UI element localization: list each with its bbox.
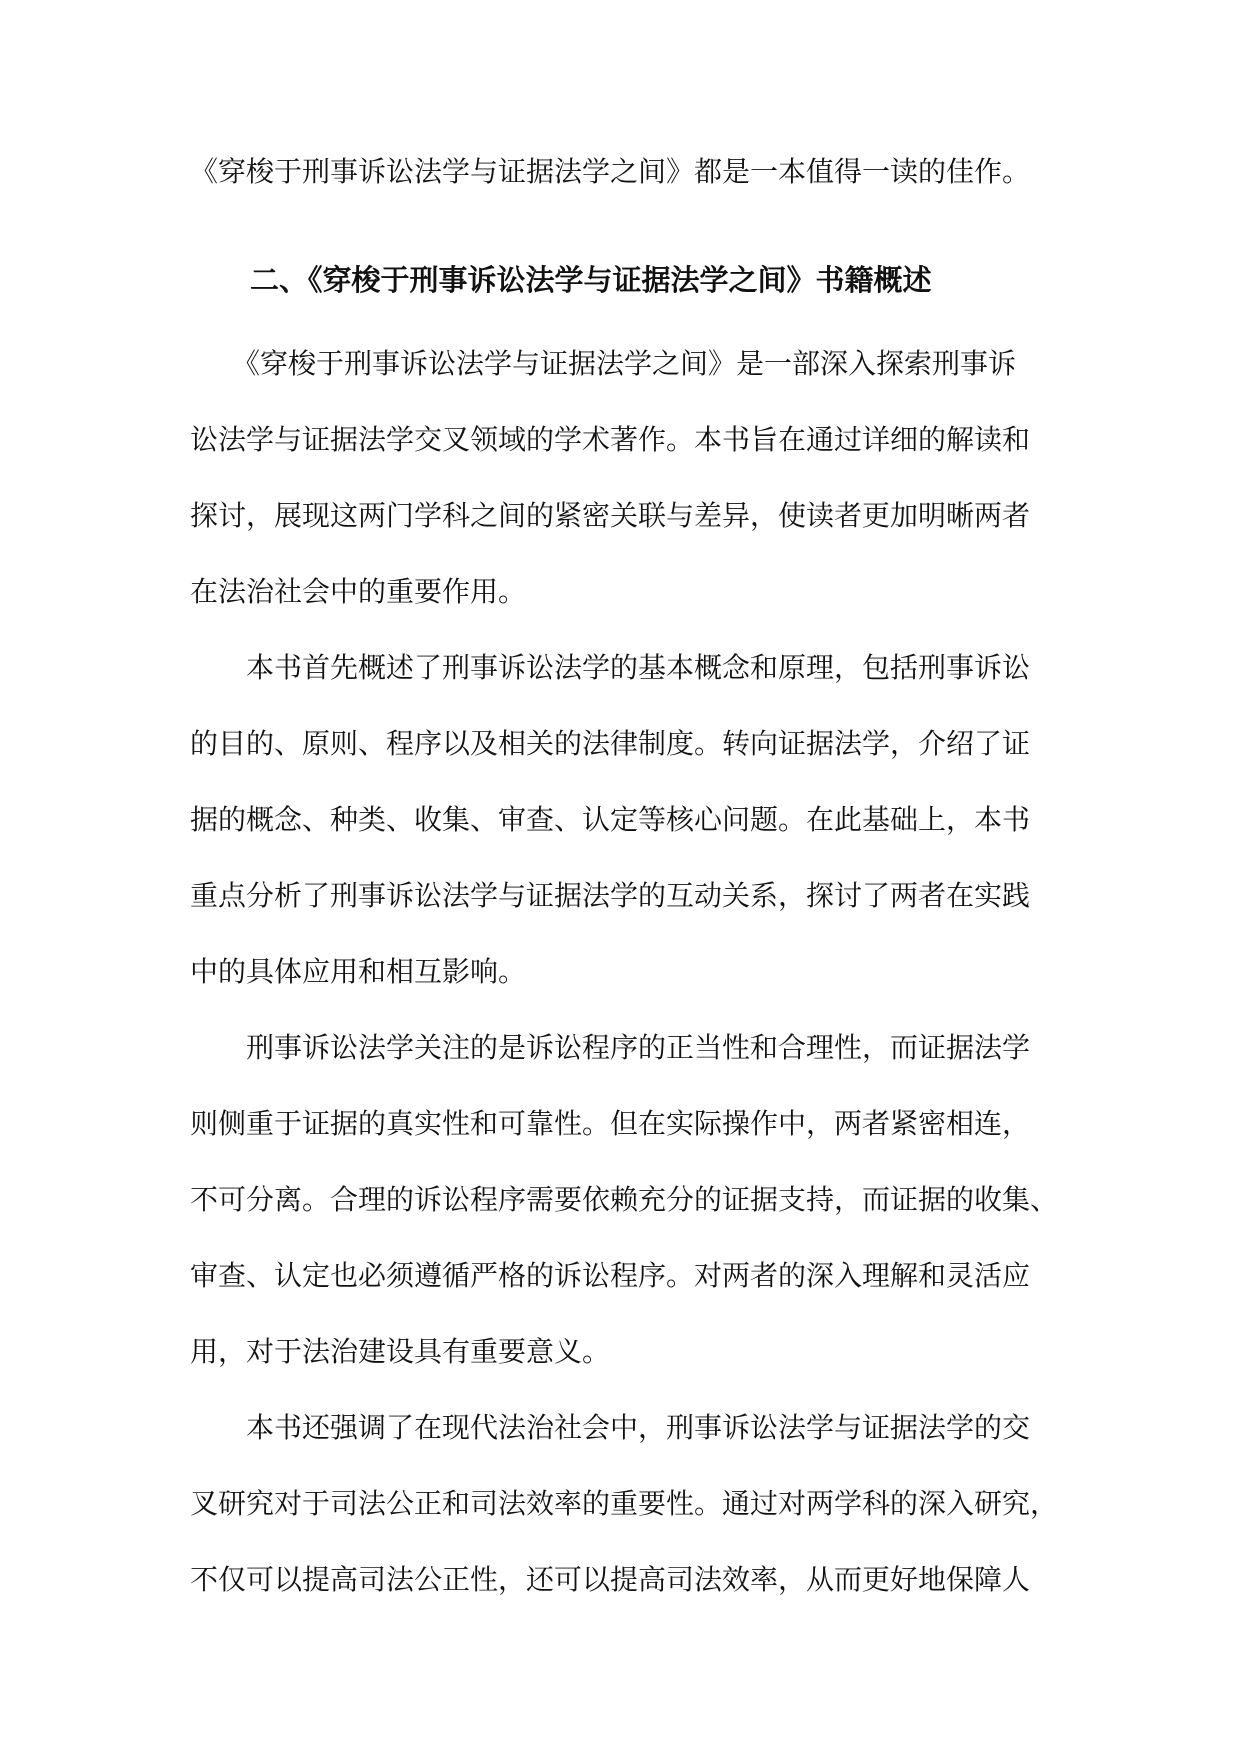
paragraph-line: 探讨，展现这两门学科之间的紧密关联与差异，使读者更加明晰两者 (190, 499, 1031, 532)
paragraph-line: 不可分离。合理的诉讼程序需要依赖充分的证据支持，而证据的收集、 (190, 1183, 1059, 1216)
paragraph-line: 中的具体应用和相互影响。 (190, 955, 527, 988)
paragraph-line: 本书还强调了在现代法治社会中，刑事诉讼法学与证据法学的交 (190, 1411, 1031, 1444)
paragraph-line: 叉研究对于司法公正和司法效率的重要性。通过对两学科的深入研究， (190, 1487, 1059, 1520)
paragraph-line: 用，对于法治建设具有重要意义。 (190, 1335, 611, 1368)
paragraph-line: 在法治社会中的重要作用。 (190, 575, 527, 608)
paragraph-line: 讼法学与证据法学交叉领域的学术著作。本书旨在通过详细的解读和 (190, 423, 1031, 456)
paragraph-line: 《穿梭于刑事诉讼法学与证据法学之间》是一部深入探索刑事诉 (190, 347, 1017, 380)
paragraph-line: 的目的、原则、程序以及相关的法律制度。转向证据法学，介绍了证 (190, 727, 1031, 760)
paragraph-line: 不仅可以提高司法公正性，还可以提高司法效率，从而更好地保障人 (190, 1563, 1031, 1596)
paragraph-line: 审查、认定也必须遵循严格的诉讼程序。对两者的深入理解和灵活应 (190, 1259, 1031, 1292)
section-heading: 二、《穿梭于刑事诉讼法学与证据法学之间》书籍概述 (250, 263, 932, 297)
paragraph-line: 本书首先概述了刑事诉讼法学的基本概念和原理，包括刑事诉讼 (190, 651, 1031, 684)
paragraph-line: 刑事诉讼法学关注的是诉讼程序的正当性和合理性，而证据法学 (190, 1031, 1031, 1064)
paragraph-line: 则侧重于证据的真实性和可靠性。但在实际操作中，两者紧密相连， (190, 1107, 1031, 1140)
paragraph-line: 据的概念、种类、收集、审查、认定等核心问题。在此基础上，本书 (190, 803, 1031, 836)
paragraph-line: 重点分析了刑事诉讼法学与证据法学的互动关系，探讨了两者在实践 (190, 879, 1031, 912)
continued-line: 《穿梭于刑事诉讼法学与证据法学之间》都是一本值得一读的佳作。 (190, 155, 1031, 188)
